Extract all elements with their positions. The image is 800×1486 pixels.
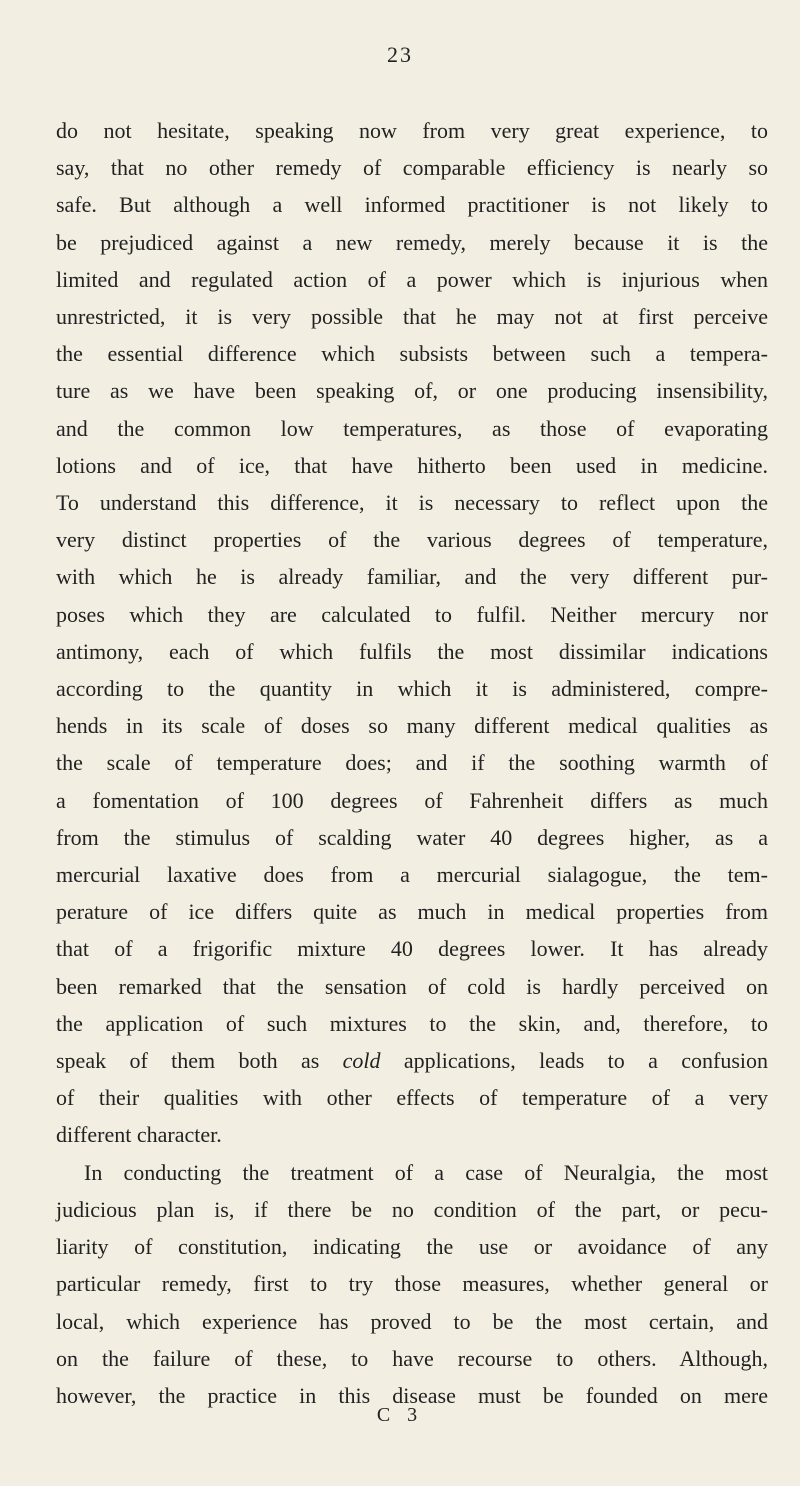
text-line: particular remedy, first to try those measures, whether general or (56, 1271, 768, 1297)
text-line: the scale of temperature does; and if the soothing warmth of (56, 750, 768, 776)
text-line: speak of them both as cold applications, leads to a confusion (56, 1048, 768, 1074)
text-line: liarity of constitution, indicating the use or avoidance of any (56, 1234, 768, 1260)
text-line: mercurial laxative does from a mercurial sialagogue, the tem- (56, 862, 768, 888)
text-line: limited and regulated action of a power which is injurious when (56, 266, 768, 292)
text-line: a fomentation of 100 degrees of Fahrenheit differs as much (56, 787, 768, 813)
text-line: of their qualities with other effects of temperature of a very (56, 1085, 768, 1111)
text-line: judicious plan is, if there be no condition of the part, or pecu- (56, 1196, 768, 1222)
text-line: local, which experience has proved to be the most certain, and (56, 1308, 768, 1334)
text-line: that of a frigorific mixture 40 degrees lower. It has already (56, 936, 768, 962)
text-line: antimony, each of which fulfils the most dissimilar indications (56, 638, 768, 664)
text-line: To understand this difference, it is necessary to reflect upon the (56, 490, 768, 516)
text-line: the application of such mixtures to the skin, and, therefore, to (56, 1010, 768, 1036)
text-line: perature of ice differs quite as much in medical properties from (56, 899, 768, 925)
text-line: ture as we have been speaking of, or one producing insensibility, (56, 378, 768, 404)
text-line: be prejudiced against a new remedy, merely because it is the (56, 229, 768, 255)
text-line: been remarked that the sensation of cold is hardly perceived on (56, 973, 768, 999)
text-line: do not hesitate, speaking now from very great experience, to (56, 118, 768, 143)
paragraph (56, 1154, 768, 1414)
text-line: In conducting the treatment of a case of Neuralgia, the most (84, 1159, 768, 1185)
text-line: lotions and of ice, that have hitherto been used in medicine. (56, 452, 768, 478)
text-line: according to the quantity in which it is administered, compre- (56, 676, 768, 702)
text-line: safe. But although a well informed practitioner is not likely to (56, 192, 768, 218)
emphasis: cold (342, 1048, 381, 1074)
text-line: different character. (56, 1122, 222, 1148)
text-line: very distinct properties of the various degrees of temperature, (56, 527, 768, 553)
text-line: hends in its scale of doses so many different medical qualities as (56, 713, 768, 739)
text-line: however, the practice in this disease must be founded on mere (56, 1382, 768, 1408)
page-number: 23 (387, 42, 413, 67)
text-line: unrestricted, it is very possible that he may not at first perceive (56, 304, 768, 330)
text-line: say, that no other remedy of comparable efficiency is nearly so (56, 155, 768, 181)
text-line: poses which they are calculated to fulfil. Neither mercury nor (56, 601, 768, 627)
text-line: and the common low temperatures, as those of evaporating (56, 415, 768, 441)
body-text (56, 112, 768, 1414)
text-line: the essential difference which subsists between such a tempera- (56, 341, 768, 367)
text-line: on the failure of these, to have recourse to others. Although, (56, 1345, 768, 1371)
text-line: from the stimulus of scalding water 40 degrees higher, as a (56, 824, 768, 850)
signature-mark: C 3 (376, 1404, 424, 1426)
text-line: with which he is already familiar, and the very different pur- (56, 564, 768, 590)
paragraph (56, 112, 768, 1154)
